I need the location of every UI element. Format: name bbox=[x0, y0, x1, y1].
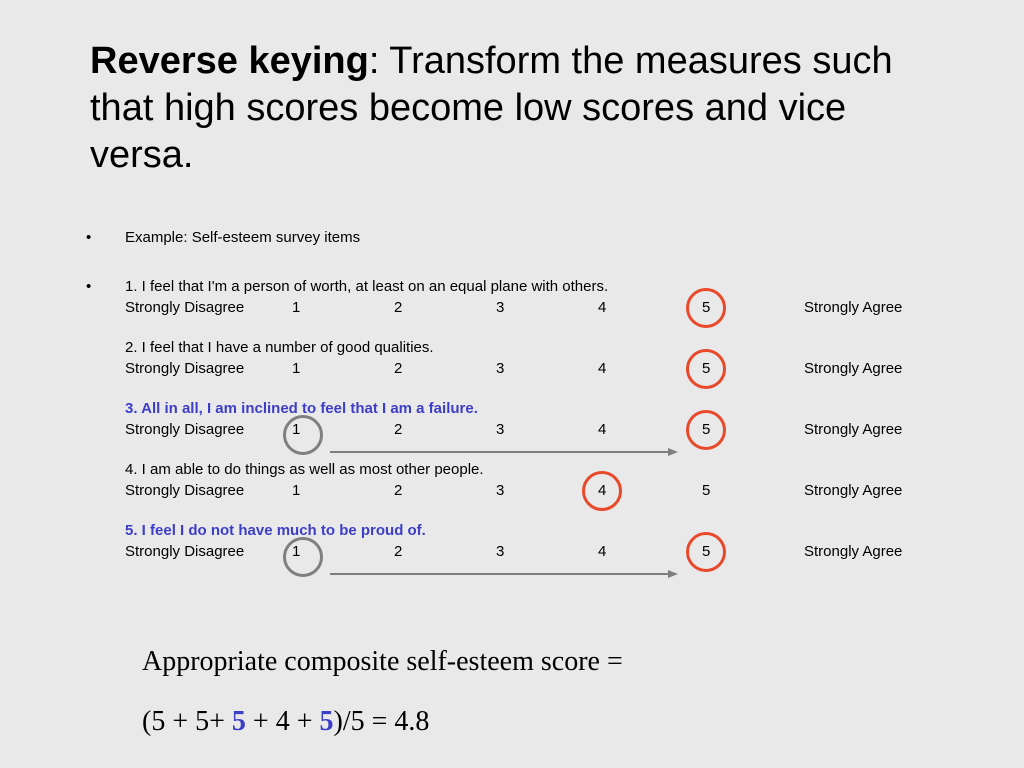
scale-right-label: Strongly Agree bbox=[804, 299, 903, 316]
formula-part: )/5 = 4.8 bbox=[333, 706, 430, 737]
scale-point: 1 bbox=[292, 543, 301, 560]
recode-arrow-head bbox=[668, 448, 678, 456]
item-text: 1. I feel that I'm a person of worth, at least on an equal plane with others. bbox=[125, 278, 609, 295]
scale-left-label: Strongly Disagree bbox=[125, 360, 245, 377]
title-line2: that high scores become low scores and vice bbox=[90, 87, 847, 129]
scale-left-label: Strongly Disagree bbox=[125, 482, 245, 499]
scale-point: 5 bbox=[702, 360, 711, 377]
item-text: 5. I feel I do not have much to be proud of. bbox=[125, 522, 426, 539]
bullet-marker: • bbox=[86, 278, 92, 295]
item-text: 2. I feel that I have a number of good qualities. bbox=[125, 339, 434, 356]
item-text: 3. All in all, I am inclined to feel that I am a failure. bbox=[125, 400, 478, 417]
scale-right-label: Strongly Agree bbox=[804, 421, 903, 438]
scale-point: 4 bbox=[598, 543, 607, 560]
response-circle bbox=[686, 532, 726, 572]
response-circle bbox=[686, 410, 726, 450]
scale-right-label: Strongly Agree bbox=[804, 360, 903, 377]
scale-left-label: Strongly Disagree bbox=[125, 421, 245, 438]
scale-right-label: Strongly Agree bbox=[804, 482, 903, 499]
scale-point: 3 bbox=[496, 421, 505, 438]
title-line3: versa. bbox=[90, 134, 194, 176]
scale-point: 2 bbox=[394, 543, 403, 560]
scale-point: 1 bbox=[292, 421, 301, 438]
scale-point: 1 bbox=[292, 482, 301, 499]
title-keyword: Reverse keying bbox=[90, 40, 369, 82]
scale-point: 4 bbox=[598, 360, 607, 377]
response-circle bbox=[686, 288, 726, 328]
scale-point: 5 bbox=[702, 421, 711, 438]
response-circle bbox=[686, 349, 726, 389]
scale-point: 3 bbox=[496, 543, 505, 560]
scale-point: 1 bbox=[292, 299, 301, 316]
scale-point: 3 bbox=[496, 482, 505, 499]
scale-point: 3 bbox=[496, 360, 505, 377]
slide-title bbox=[90, 38, 970, 179]
composite-formula bbox=[142, 706, 429, 738]
formula-recoded-value: 5 bbox=[231, 706, 246, 737]
original-response-circle bbox=[283, 415, 323, 455]
original-response-circle bbox=[283, 537, 323, 577]
scale-point: 5 bbox=[702, 543, 711, 560]
bullet-marker: • bbox=[86, 229, 92, 246]
formula-part: (5 + 5+ bbox=[142, 706, 232, 737]
scale-right-label: Strongly Agree bbox=[804, 543, 903, 560]
scale-left-label: Strongly Disagree bbox=[125, 299, 245, 316]
scale-point: 2 bbox=[394, 299, 403, 316]
formula-recoded-value: 5 bbox=[319, 706, 334, 737]
example-heading: Example: Self-esteem survey items bbox=[125, 229, 361, 246]
title-line1-rest: : Transform the measures such bbox=[368, 40, 893, 82]
scale-point: 1 bbox=[292, 360, 301, 377]
scale-point: 4 bbox=[598, 299, 607, 316]
scale-left-label: Strongly Disagree bbox=[125, 543, 245, 560]
scale-point: 4 bbox=[598, 482, 607, 499]
response-circle bbox=[582, 471, 622, 511]
scale-point: 2 bbox=[394, 360, 403, 377]
recode-arrow-head bbox=[668, 570, 678, 578]
formula-part: + 4 + bbox=[245, 706, 320, 737]
scale-point: 2 bbox=[394, 421, 403, 438]
scale-point: 2 bbox=[394, 482, 403, 499]
item-text: 4. I am able to do things as well as most other people. bbox=[125, 461, 484, 478]
scale-point: 5 bbox=[702, 482, 711, 499]
scale-point: 4 bbox=[598, 421, 607, 438]
composite-label: Appropriate composite self-esteem score = bbox=[142, 646, 623, 677]
scale-point: 5 bbox=[702, 299, 711, 316]
scale-point: 3 bbox=[496, 299, 505, 316]
